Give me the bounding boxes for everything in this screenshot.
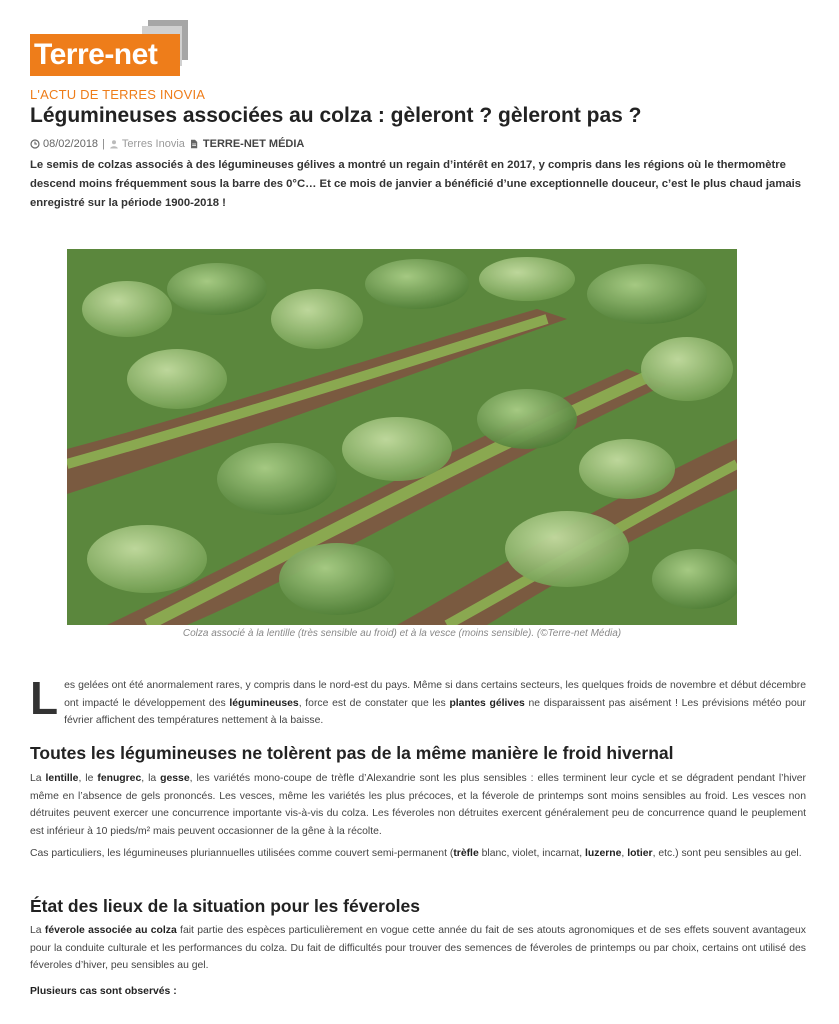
s1p1-text-1: , le xyxy=(78,773,98,784)
s1p1-bold-2: fenugrec xyxy=(97,773,142,784)
section1-paragraph-2 xyxy=(30,845,806,863)
photo-caption: Colza associé à la lentille (très sensible au froid) et à la vesce (moins sensible). (©Terre-net Média) xyxy=(182,628,622,639)
s2p1-text-0: La xyxy=(30,925,45,936)
s1p2-bold-2: luzerne xyxy=(585,848,622,859)
s1p1-bold-3: gesse xyxy=(160,773,190,784)
section2-subheading: Plusieurs cas sont observés : xyxy=(30,986,177,997)
document-icon xyxy=(189,139,199,149)
colza-field-illustration xyxy=(67,249,737,625)
clock-icon xyxy=(30,139,40,149)
s1p2-bold-3: lotier xyxy=(627,848,653,859)
s1p2-text-3: , etc.) sont peu sensibles au gel. xyxy=(652,848,802,859)
article-photo xyxy=(67,249,737,625)
section2-paragraph-1 xyxy=(30,922,806,975)
meta-separator: | xyxy=(102,138,105,150)
intro-bold-2: plantes gélives xyxy=(449,697,525,709)
s1p2-text-2: , xyxy=(621,848,628,859)
section-kicker[interactable]: L'ACTU DE TERRES INOVIA xyxy=(30,87,206,102)
article-date: 08/02/2018 xyxy=(43,138,99,150)
section1-paragraph-1 xyxy=(30,770,806,840)
intro-text-2: , force est de constater que les xyxy=(298,697,450,709)
section2-heading: État des lieux de la situation pour les féveroles xyxy=(30,896,420,916)
s1p1-text-0: La xyxy=(30,773,46,784)
s1p1-text-3: , les variétés mono-coupe de trèfle d’Alexandrie sont les plus sensibles : elles terminent leur cycle et se dégradent pendant l’hiver même en l’absence de gels prononcés. Les vesces, même les variétés les plus précoces, et la féverole de printemps sont moins sensibles au froid. Les vesces non détruites peuvent exercer une concurrence importante vis-à-vis du colza. Les féveroles non détruites exercent généralement peu de concurrence quand le peuplement est inférieur à 10 pieds/m² mais peuvent occasionner de la gêne à la récolte. xyxy=(30,773,807,837)
logo-text: Terre-net xyxy=(30,34,180,76)
site-logo[interactable] xyxy=(30,16,190,78)
s2p1-bold-1: féverole associée au colza xyxy=(44,925,177,936)
s1p2-text-1: blanc, violet, incarnat, xyxy=(478,848,586,859)
s1p1-bold-1: lentille xyxy=(45,773,79,784)
intro-paragraph xyxy=(30,672,806,730)
section1-heading: Toutes les légumineuses ne tolèrent pas de la même manière le froid hivernal xyxy=(30,743,674,763)
article-meta xyxy=(30,137,304,151)
s1p1-text-2: , la xyxy=(141,773,161,784)
article-author[interactable]: Terres Inovia xyxy=(121,138,185,150)
drop-cap: L xyxy=(30,672,59,724)
s1p2-bold-1: trèfle xyxy=(453,848,479,859)
intro-text-3: ne disparaissent pas aisément ! Les prévisions météo pour février affichent des températures nettement à la baisse. xyxy=(64,697,806,726)
intro-bold-1: légumineuses xyxy=(229,697,299,709)
s1p2-text-0: Cas particuliers, les légumineuses pluriannuelles utilisées comme couvert semi-permanent ( xyxy=(30,848,454,859)
s2p1-text-1: fait partie des espèces particulièrement en vogue cette année du fait de ses atouts agronomiques et de ses effets souvent avantageux pour la conduite culturale et les performances du colza. Du fait de difficultés pour trouver des semences de féveroles de printemps ou par choix, certains ont utilisé des féveroles d’hiver, peu sensibles au gel. xyxy=(30,925,806,971)
intro-text-1: es gelées ont été anormalement rares, y compris dans le nord-est du pays. Même si dans certains secteurs, les quelques froids de novembre et début décembre ont impacté le développement des xyxy=(64,680,806,709)
article-lead: Le semis de colzas associés à des légumineuses gélives a montré un regain d’intérêt en 2017, y compris dans les régions où le thermomètre descend moins fréquemment sous la barre des 0°C… Et ce mois de janvier a bénéficié d’une exceptionnelle douceur, c’est le plus chaud jamais enregistré sur la période 1900-2018 ! xyxy=(30,159,802,209)
article-source: TERRE-NET MÉDIA xyxy=(202,138,305,150)
article-title: Légumineuses associées au colza : gèleront ? gèleront pas ? xyxy=(30,104,642,127)
user-icon xyxy=(109,139,119,149)
